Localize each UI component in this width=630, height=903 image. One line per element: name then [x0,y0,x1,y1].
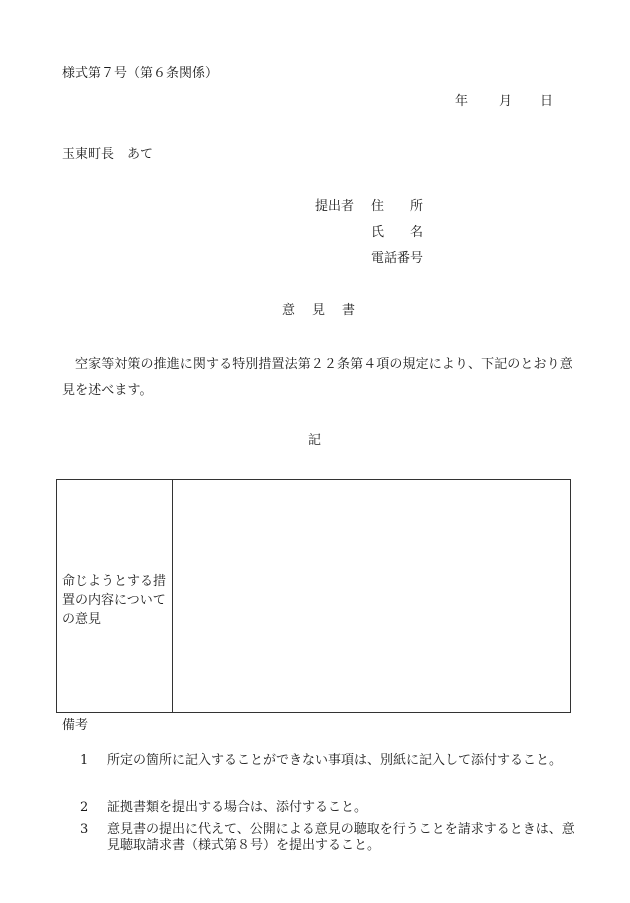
date-year: 年 [455,94,469,109]
date-month: 月 [499,94,513,109]
form-number: 様式第７号（第６条関係） [62,66,219,81]
document-title: 意見書 [282,303,373,318]
opinion-input[interactable] [174,481,569,711]
notes-heading: 備考 [62,718,89,733]
note-item [80,747,578,774]
address-field-label [371,200,423,213]
address-label-b: 所 [410,199,424,214]
note-text: 所定の箇所に記入することができない事項は、別紙に記入して添付すること。 [107,753,563,768]
body-text: 空家等対策の推進に関する特別措置法第２２条第４項の規定により、下記のとおり意見を述べます。 [62,357,573,398]
note-text: 意見書の提出に代えて、公開による意見の聴取を行うことを請求するときは、意見聴取請求書（様式第８号）を提出すること。 [107,822,575,853]
ki-heading: 記 [308,433,322,448]
note-number: 2 [80,800,89,815]
note-number: 1 [80,753,89,768]
note-text: 証拠書類を提出する場合は、添付すること。 [107,800,368,815]
table-divider [172,480,173,712]
submitter-label: 提出者 [315,199,355,214]
opinion-table [56,479,571,713]
address-label-a: 住 [371,199,385,214]
note-item [80,800,578,816]
note-item [80,822,578,854]
addressee: 玉東町長 あて [62,147,154,162]
name-label-a: 氏 [371,225,385,240]
name-label-b: 名 [410,225,424,240]
date-day: 日 [540,94,554,109]
name-field-label [371,226,423,239]
opinion-label: 命じようとする措置の内容についての意見 [62,574,167,627]
phone-field-label: 電話番号 [371,251,424,266]
note-number: 3 [80,822,89,837]
